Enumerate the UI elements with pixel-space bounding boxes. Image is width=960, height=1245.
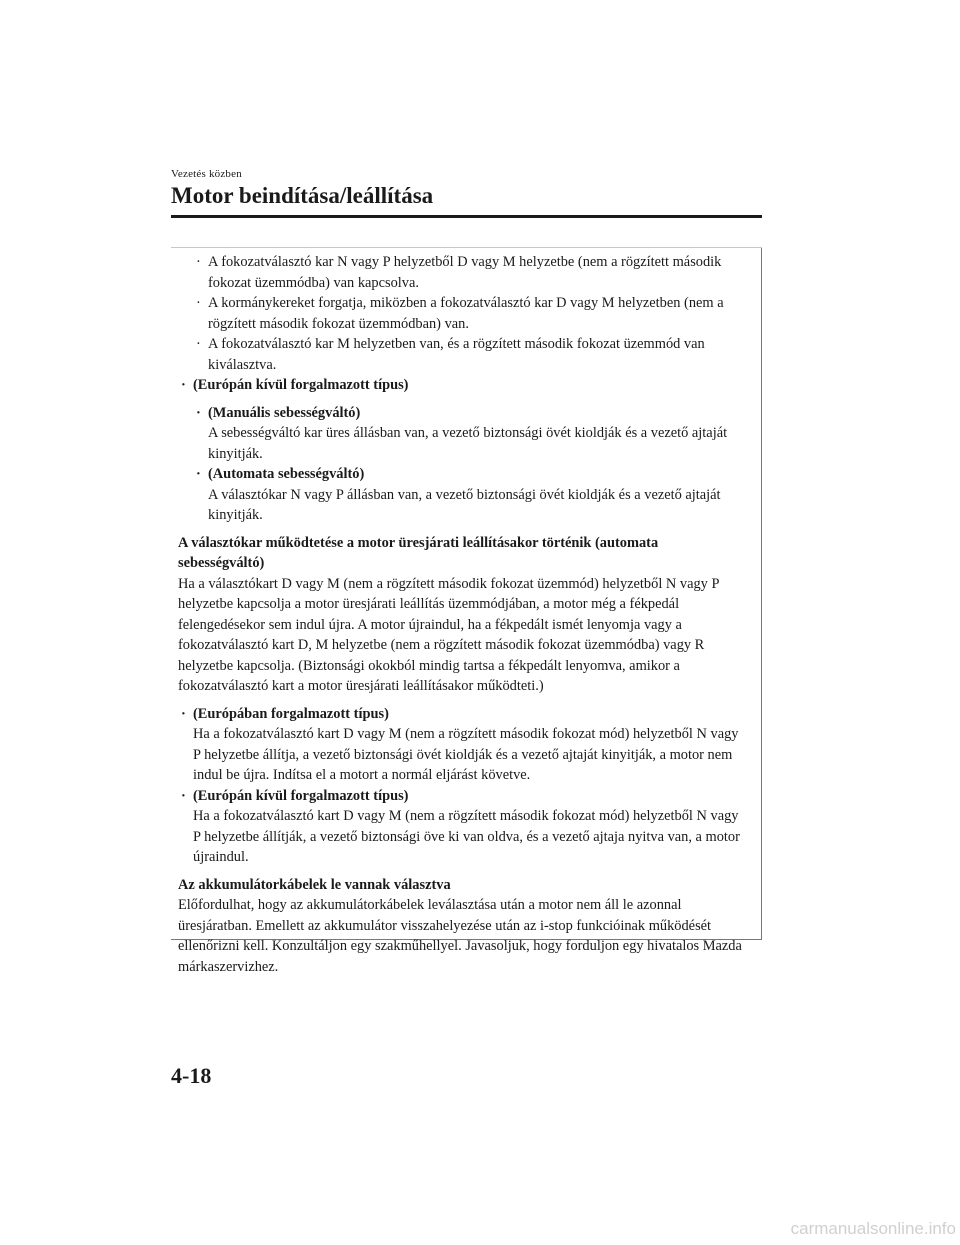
spacer xyxy=(178,697,746,704)
info-box-content xyxy=(178,252,746,977)
bullet-steering: · A kormánykereket forgatja, miközben a fokozatválasztó kar D vagy M helyzetben (nem a rögzített második fokozat üzemmódban) van. xyxy=(178,293,746,334)
non-eu2-text: Ha a fokozatválasztó kart D vagy M (nem a rögzített második fokozat mód) helyzetből N vagy P helyzetbe állítják, a vezető biztonsági öve ki van oldva, és a vezető ajtaja nyitva van, a motor újraindul. xyxy=(193,808,740,865)
eu-text: Ha a fokozatválasztó kart D vagy M (nem a rögzített második fokozat mód) helyzetből N vagy P helyzetbe állítja, a vezető biztonsági övét kioldják és a vezető ajtaját kinyitják, a motor nem indul be újra. Indítsa el a motort a normál eljárást követve. xyxy=(193,726,739,783)
non-eu-title: · (Európán kívül forgalmazott típus) xyxy=(178,375,746,396)
lever-text: Ha a választókart D vagy M (nem a rögzített második fokozat üzemmód) helyzetből N vagy P helyzetbe kapcsolja a motor üresjárati leállítás üzemmódjában, a motor még a fékpedál felengedésekor sem indul újra. A motor újraindul, ha a fékpedált ismét lenyomja vagy a fokozatválasztó kart D, M helyzetbe (nem a rögzített második fokozat üzemmódba) vagy R helyzetbe kapcsolja. (Biztonsági okokból mindig tartsa a fékpedált lenyomva, amikor a fokozatválasztó kart a motor üresjárati leállításakor működteti.) xyxy=(178,575,719,694)
bullet-second-gear-mode: · A fokozatválasztó kar M helyzetben van, és a rögzített második fokozat üzemmód van kiválasztva. xyxy=(178,334,746,375)
non-eu2-title: · (Európán kívül forgalmazott típus) xyxy=(178,786,746,807)
auto-title: · (Automata sebességváltó) xyxy=(178,464,746,485)
eu-title: · (Európában forgalmazott típus) xyxy=(178,704,746,725)
watermark: carmanualsonline.info xyxy=(790,1219,956,1238)
page-number: 4-18 xyxy=(171,1063,212,1088)
lever-heading: A választókar működtetése a motor üresjárati leállításakor történik (automata sebességváltó) xyxy=(178,534,659,571)
section-label: Vezetés közben xyxy=(171,168,242,180)
battery-heading: Az akkumulátorkábelek le vannak választva xyxy=(178,876,451,893)
battery-text: Előfordulhat, hogy az akkumulátorkábelek leválasztása után a motor nem áll le azonnal üresjáratban. Emellett az akkumulátor visszahelyezése után az i-stop funkcióinak működését ellenőrizni kell. Konzultáljon egy szakműhellyel. Javasoljuk, hogy forduljon egy hivatalos Mazda márkaszervizhez. xyxy=(178,897,742,975)
manual-text: A sebességváltó kar üres állásban van, a vezető biztonsági övét kioldják és a vezető ajtaját kinyitják. xyxy=(208,425,728,462)
info-box-top-rule xyxy=(171,247,762,248)
spacer xyxy=(178,868,746,875)
spacer xyxy=(178,526,746,533)
spacer xyxy=(178,396,746,403)
page-title: Motor beindítása/leállítása xyxy=(171,183,434,208)
title-rule xyxy=(171,215,762,218)
bullet-shift-to-d-m: · A fokozatválasztó kar N vagy P helyzetből D vagy M helyzetbe (nem a rögzített második fokozat üzemmódba) van kapcsolva. xyxy=(178,252,746,293)
auto-text: A választókar N vagy P állásban van, a vezető biztonsági övét kioldják és a vezető ajtaját kinyitják. xyxy=(208,486,721,523)
manual-title: · (Manuális sebességváltó) xyxy=(178,403,746,424)
